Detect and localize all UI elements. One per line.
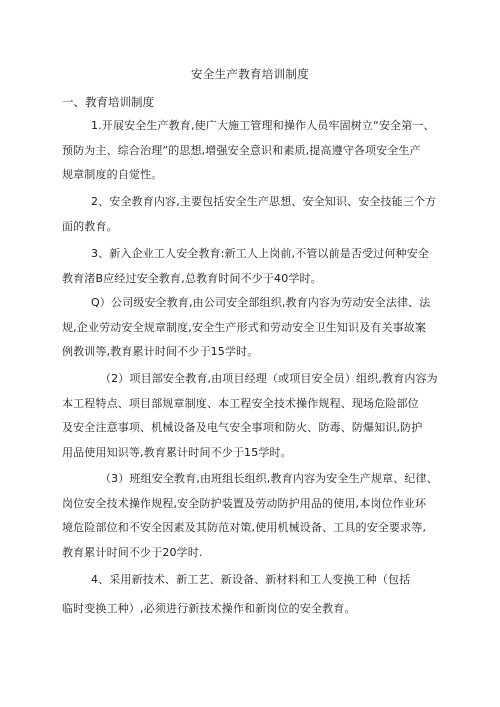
paragraph-line: 3、新入企业工人安全教育:新工人上岗前,不管以前是否受过何种安全 [91, 247, 429, 260]
paragraph-6 [62, 467, 447, 565]
paragraph-line: 用品使用知识等,教育累计时间不少于15学时。 [62, 445, 292, 459]
paragraph-4 [62, 291, 447, 365]
paragraph-line: 境危险部位和不安全因素及其防范对策,使用机械设备、工具的安全要求等, [62, 521, 427, 534]
paragraph-line: 临时变换工种）,必须进行新技术操作和新岗位的安全教育。 [62, 601, 356, 615]
paragraph-line: 及安全注意事项、机械设备及电气安全事项和防火、防毒、防爆知识,防护 [62, 421, 423, 434]
paragraph-line: Q）公司级安全教育,由公司安全部组织,教育内容为劳动安全法律、法 [91, 296, 431, 309]
paragraph-line: 教育累计时间不少于20学时. [62, 545, 203, 559]
paragraph-line: 面的教育。 [62, 219, 118, 233]
paragraph-line: 2、安全教育内容,主要包括安全生产思想、安全知识、安全技能三个方 [91, 195, 437, 208]
paragraph-line: （3）班组安全教育,由班组长组织,教育内容为安全生产规章、纪律、 [100, 472, 438, 485]
paragraph-7 [62, 568, 447, 621]
paragraph-line: 岗位安全技术操作规程,安全防护装置及劳动防护用品的使用,本岗位作业环 [62, 496, 427, 510]
section-heading: 一、教育培训制度 [62, 95, 154, 109]
paragraph-line: 4、采用新技术、新工艺、新设备、新材料和工人变换工种（包括 [91, 573, 411, 586]
paragraph-3 [62, 242, 447, 291]
paragraph-line: 预防为主、综合治理”的思想,增强安全意识和素质,提高遵守各项安全生产 [62, 143, 421, 157]
paragraph-line: 本工程特点、项目部规章制度、本工程安全技术操作规程、现场危险部位 [62, 396, 419, 410]
paragraph-line: 例教训等,教育累计时间不少于15学时。 [62, 345, 259, 358]
paragraph-5 [62, 367, 447, 465]
paragraph-2 [62, 190, 447, 239]
document-title: 安全生产教育培训制度 [191, 67, 309, 81]
paragraph-1 [62, 114, 447, 188]
paragraph-line: 规,企业劳动安全规章制度,安全生产形式和劳动安全卫生知识及有关事故案 [62, 320, 427, 334]
paragraph-line: （2）项目部安全教育,由项目经理（或项目安全员）组织,教育内容为 [100, 372, 438, 385]
paragraph-line: 规章制度的自觉性。 [62, 168, 163, 181]
paragraph-line: 教育渚B应经过安全教育,总教育时间不少于40学时。 [62, 271, 322, 285]
paragraph-line: 1.开展安全生产教育,使广大施工管理和操作人员牢固树立“安全第一、 [91, 119, 435, 132]
